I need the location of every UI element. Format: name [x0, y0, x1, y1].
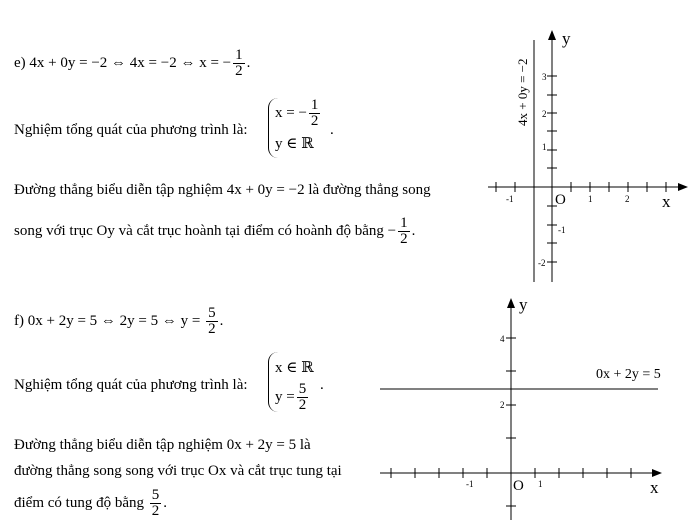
fraction-denominator: 2: [235, 63, 243, 79]
desc-text: song với trục Oy và cắt trục hoành tại điểm có hoành độ bằng −: [14, 222, 397, 239]
y-tick-label: 1: [542, 142, 547, 152]
fraction-numerator: 5: [151, 487, 160, 503]
x-tick-label: 2: [625, 194, 630, 204]
period: .: [411, 222, 416, 239]
period: .: [219, 312, 224, 329]
sys-text: x = −: [275, 104, 307, 121]
period: .: [163, 494, 167, 511]
line-label-f: 0x + 2y = 5: [596, 367, 661, 382]
y-tick-label: 3: [542, 72, 547, 82]
fraction-denominator: 2: [310, 112, 319, 129]
y-axis-label: y: [562, 29, 571, 48]
eq-f-text: f) 0x + 2y = 5 ⇔ 2y = 5 ⇔ y =: [14, 312, 205, 329]
fraction-denominator: 2: [151, 503, 160, 519]
description-f-line1: Đường thẳng biểu diễn tập nghiệm 0x + 2y = 5 là: [14, 437, 311, 453]
x-tick-label: -1: [506, 194, 514, 204]
y-tick-label: 2: [500, 400, 505, 410]
line-label-e: 4x + 0y = −2: [515, 58, 530, 126]
fraction-numerator: 1: [310, 96, 319, 113]
y-axis-arrow: [507, 298, 515, 308]
x-tick-label: 1: [588, 194, 593, 204]
general-solution-label-f: Nghiệm tổng quát của phương trình là:: [14, 377, 248, 393]
x-axis-label: x: [662, 192, 671, 211]
system-f-row1: x ∈ ℝ: [275, 359, 314, 376]
fraction-denominator: 2: [208, 321, 216, 337]
fraction-numerator: 1: [400, 215, 408, 231]
fraction-numerator: 1: [235, 47, 243, 63]
desc-text: điểm có tung độ bằng: [14, 494, 148, 511]
y-tick-label: -2: [538, 258, 546, 268]
x-tick-label: -1: [466, 479, 474, 489]
fraction-denominator: 2: [400, 231, 408, 247]
x-axis-arrow: [652, 469, 662, 477]
fraction-denominator: 2: [298, 396, 307, 413]
y-axis-label: y: [519, 295, 528, 314]
period: .: [330, 122, 334, 138]
x-tick-label: 1: [538, 479, 543, 489]
y-tick-label: 4: [500, 334, 505, 344]
period: .: [320, 377, 324, 393]
general-solution-label-e: Nghiệm tổng quát của phương trình là:: [14, 122, 248, 138]
fraction-numerator: 5: [208, 305, 216, 321]
description-f-line2: đường thẳng song song với trục Ox và cắt trục tung tại: [14, 463, 342, 479]
y-tick-label: 2: [542, 109, 547, 119]
description-e-line1: Đường thẳng biểu diễn tập nghiệm 4x + 0y = −2 là đường thẳng song: [14, 182, 431, 198]
period: .: [246, 54, 251, 71]
fraction-numerator: 5: [298, 380, 307, 397]
origin-label: O: [513, 478, 524, 494]
sys-text: y =: [275, 388, 295, 405]
x-axis-label: x: [650, 478, 659, 497]
system-e-row2: y ∈ ℝ: [275, 135, 314, 152]
origin-label: O: [555, 192, 566, 208]
y-tick-label: -1: [558, 225, 566, 235]
eq-e-text: e) 4x + 0y = −2 ⇔ 4x = −2 ⇔ x = −: [14, 54, 232, 71]
